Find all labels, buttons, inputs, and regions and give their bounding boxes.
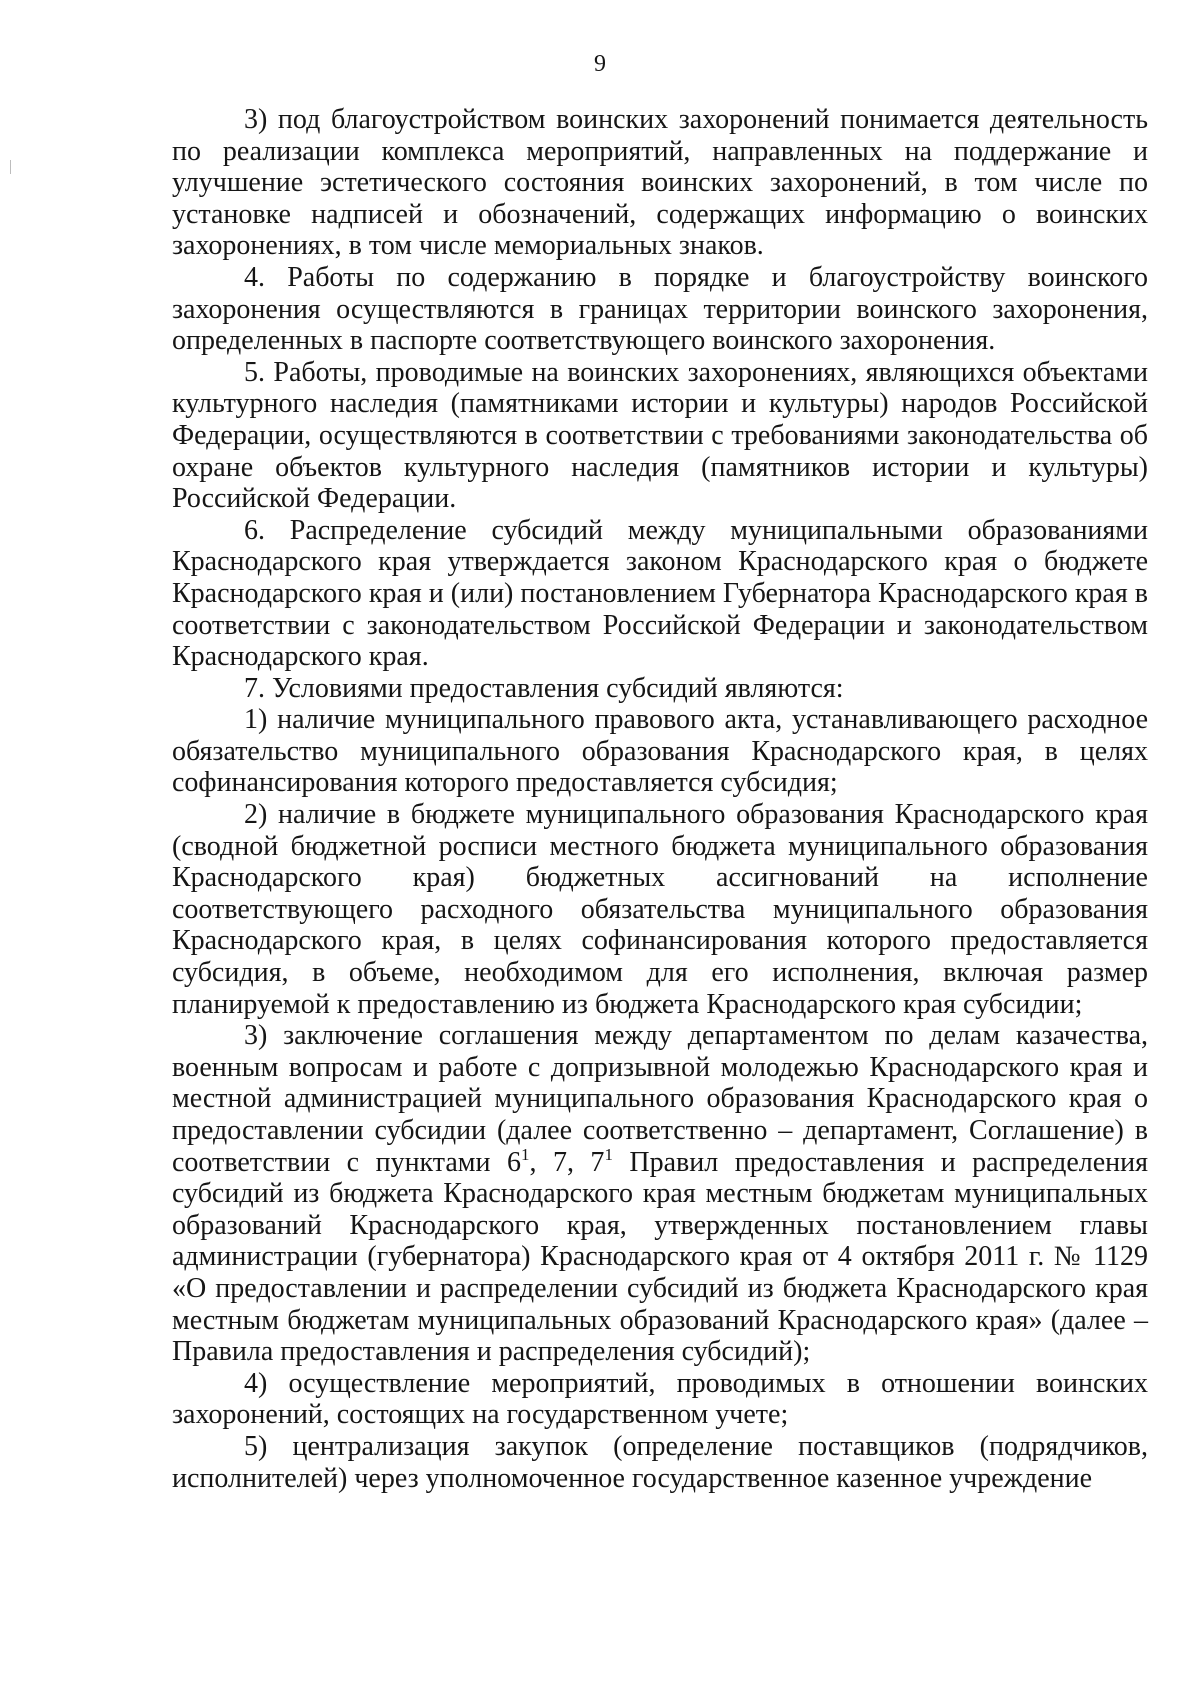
superscript-mark: 1 (604, 1144, 613, 1164)
scan-edge-mark (10, 160, 11, 174)
condition-3-text-after: Правил предоставления и распределения субсидий из бюджета Краснодарского края местным бюджетам муниципальных образований Краснодарского края, утвержденных постановлением главы администрации (губернатора) Краснодарского края от 4 октября 2011 г. № 1129 «О предоставлении и распределении субсидий из бюджета Краснодарского края местным бюджетам муниципальных образований Краснодарского края» (далее – Правила предоставления и распределения субсидий); (172, 1146, 1148, 1368)
paragraph-3-landscaping-definition: 3) под благоустройством воинских захоронений понимается деятельность по реализации комплекса мероприятий, направленных на поддержание и улучшение эстетического состояния воинских захоронений, в том числе по установке надписей и обозначений, содержащих информацию о воинских захоронениях, в том числе мемориальных знаков. (172, 104, 1148, 262)
paragraph-6-subsidy-distribution: 6. Распределение субсидий между муниципальными образованиями Краснодарского края утверждается законом Краснодарского края о бюджете Краснодарского края и (или) постановлением Губернатора Краснодарского края в соответствии с законодательством Российской Федерации и законодательством Краснодарского края. (172, 514, 1148, 673)
condition-5-centralized-procurement: 5) централизация закупок (определение поставщиков (подрядчиков, исполнителей) через уполномоченное государственное казенное учреждение (172, 1430, 1148, 1494)
condition-2-budget-allocations: 2) наличие в бюджете муниципального образования Краснодарского края (сводной бюджетной росписи местного бюджета муниципального образования Краснодарского края) бюджетных ассигнований на исполнение соответствующего расходного обязательства муниципального образования Краснодарского края, в целях софинансирования которого предоставляется субсидия, в объеме, необходимом для его исполнения, включая размер планируемой к предоставлению из бюджета Краснодарского края субсидии; (172, 799, 1148, 1020)
paragraph-5-cultural-heritage-works: 5. Работы, проводимые на воинских захоронениях, являющихся объектами культурного наследия (памятниками истории и культуры) народов Российской Федерации, осуществляются в соответствии с требованиями законодательства об охране объектов культурного наследия (памятников истории и культуры) Российской Федерации. (172, 356, 1148, 515)
condition-1-legal-act: 1) наличие муниципального правового акта, устанавливающего расходное обязательство муниципального образования Краснодарского края, в целях софинансирования которого предоставляется субсидия; (172, 704, 1148, 799)
condition-3-text-before: 3) заключение соглашения между департаментом по делам казачества, военным вопросам и работе с допризывной молодежью Краснодарского края и местной администрацией муниципального образования Краснодарского края о предоставлении субсидии (далее соответственно – департамент, Соглашение) в соответствии с пунктами 6 (172, 1020, 1148, 1178)
superscript-mark: 1 (520, 1144, 530, 1164)
document-body (172, 104, 1148, 1494)
page-number: 9 (594, 51, 606, 77)
condition-4-registered-burials: 4) осуществление мероприятий, проводимых в отношении воинских захоронений, состоящих на государственном учете; (172, 1367, 1148, 1431)
condition-3-agreement (172, 1020, 1148, 1368)
paragraph-4-maintenance-works: 4. Работы по содержанию в порядке и благоустройству воинского захоронения осуществляются в границах территории воинского захоронения, определенных в паспорте соответствующего воинского захоронения. (172, 261, 1148, 357)
condition-3-text-middle: , 7, 7 (529, 1146, 605, 1178)
paragraph-7-subsidy-conditions: 7. Условиями предоставления субсидий являются: (244, 672, 844, 704)
